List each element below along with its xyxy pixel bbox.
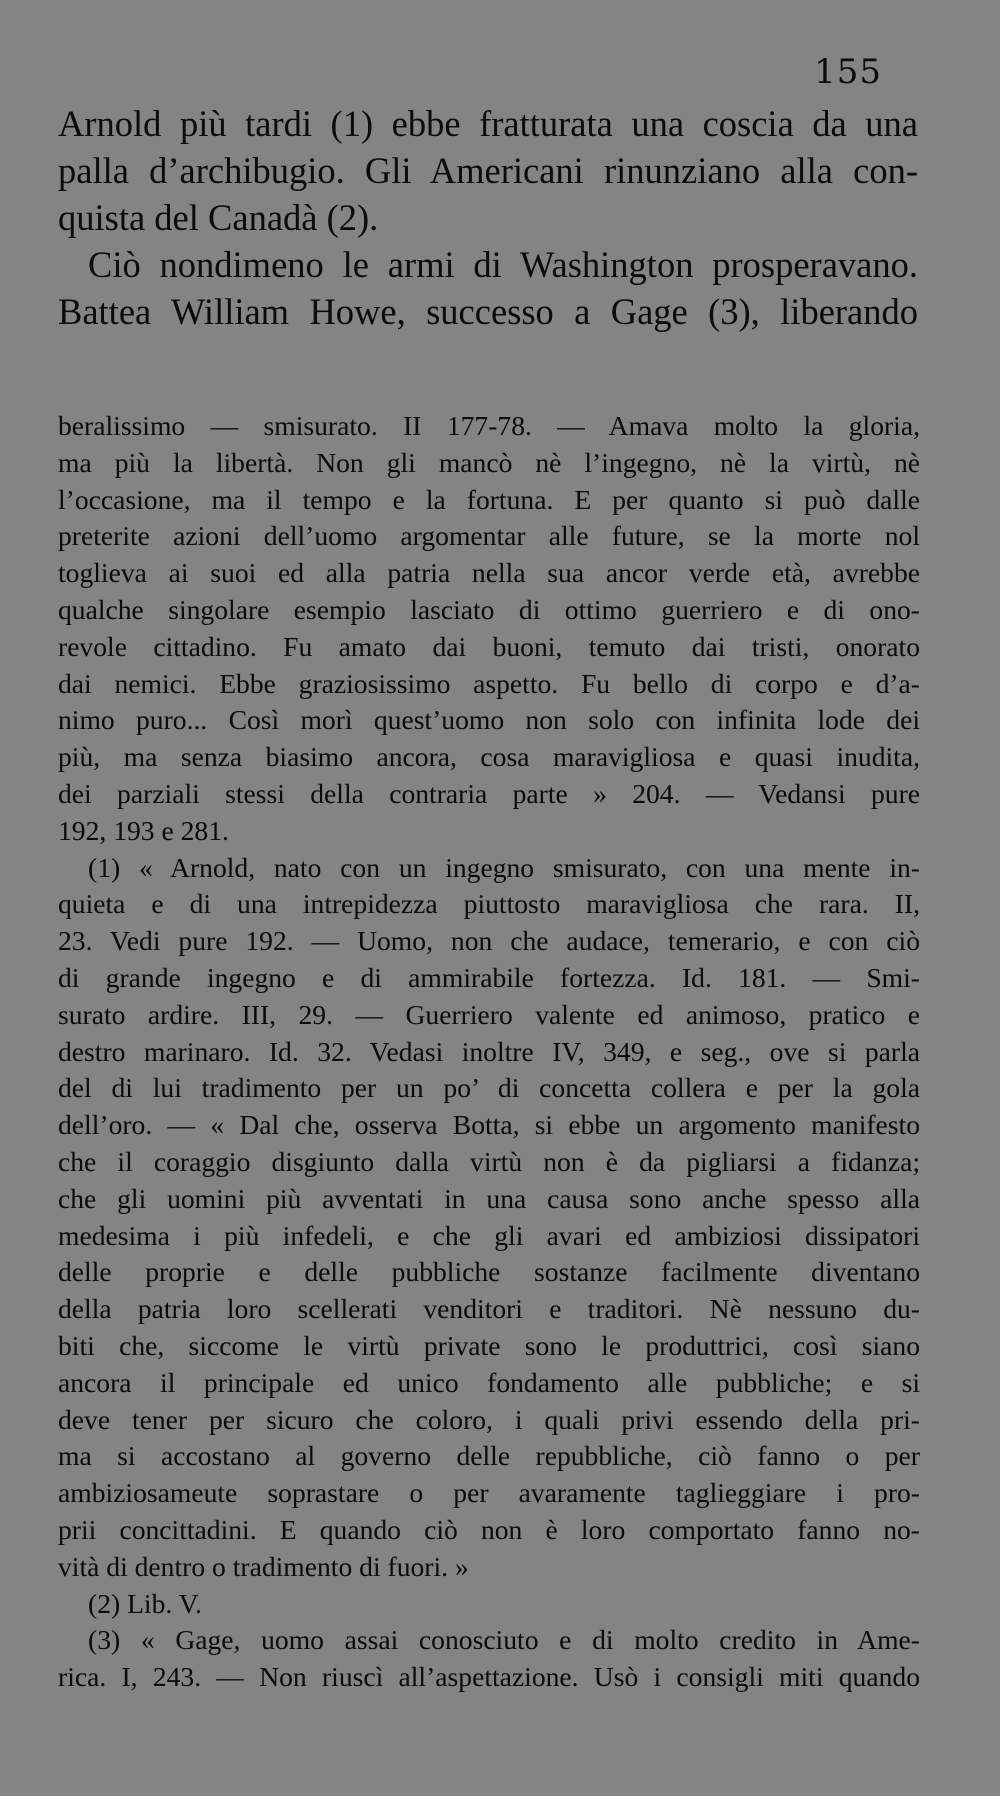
footnote-line: 192, 193 e 281. <box>58 814 229 846</box>
footnote-line: toglieva ai suoi ed alla patria nella sua ancor verde età, avrebbe <box>58 557 920 589</box>
footnote-line: (2) Lib. V. <box>88 1587 202 1619</box>
footnote-line: (1) « Arnold, nato con un ingegno smisurato, con una mente in- <box>88 851 920 883</box>
footnote-line: medesima i più infedeli, e che gli avari ed ambiziosi dissipatori <box>58 1219 920 1251</box>
footnote-line: deve tener per sicuro che coloro, i quali privi essendo della pri- <box>58 1403 920 1435</box>
main-text-line: palla d’archibugio. Gli Americani rinunziano alla con- <box>58 150 918 191</box>
footnote-line: vità di dentro o tradimento di fuori. » <box>58 1550 469 1582</box>
footnote-line: del di lui tradimento per un po’ di concetta collera e per la gola <box>58 1072 920 1104</box>
footnote-line: che gli uomini più avventati in una causa sono anche spesso alla <box>58 1182 920 1214</box>
footnote-line: ancora il principale ed unico fondamento alle pubbliche; e si <box>58 1366 920 1398</box>
footnote-line: più, ma senza biasimo ancora, cosa maravigliosa e quasi inudita, <box>58 741 920 773</box>
main-text <box>58 100 918 335</box>
footnote-line: dei parziali stessi della contraria parte » 204. — Vedansi pure <box>58 777 920 809</box>
footnote-line: revole cittadino. Fu amato dai buoni, temuto dai tristi, onorato <box>58 630 920 662</box>
footnote-line: che il coraggio disgiunto dalla virtù non è da pigliarsi a fidanza; <box>58 1145 920 1177</box>
footnote-line: nimo puro... Così morì quest’uomo non solo con infinita lode dei <box>58 704 920 736</box>
footnote-line: destro marinaro. Id. 32. Vedasi inoltre IV, 349, e seg., ove si parla <box>58 1035 920 1067</box>
footnote-line: surato ardire. III, 29. — Guerriero valente ed animoso, pratico e <box>58 998 920 1030</box>
footnote-line: ma più la libertà. Non gli mancò nè l’ingegno, nè la virtù, nè <box>58 446 920 478</box>
footnote-line: l’occasione, ma il tempo e la fortuna. E per quanto si può dalle <box>58 483 920 515</box>
footnote-line: beralissimo — smisurato. II 177-78. — Amava molto la gloria, <box>58 410 920 441</box>
footnote-line: quieta e di una intrepidezza piuttosto maravigliosa che rara. II, <box>58 888 920 920</box>
footnote-line: biti che, siccome le virtù private sono le produttrici, così siano <box>58 1329 920 1361</box>
footnote-line: preterite azioni dell’uomo argomentar alle future, se la morte nol <box>58 520 920 552</box>
main-text-line: quista del Canadà (2). <box>58 197 379 238</box>
page-number: 155 <box>814 52 882 92</box>
footnote-line: 23. Vedi pure 192. — Uomo, non che audace, temerario, e con ciò <box>58 925 920 957</box>
footnote-line: dell’oro. — « Dal che, osserva Botta, si ebbe un argomento manifesto <box>58 1109 920 1141</box>
footnotes <box>58 408 920 1696</box>
footnote-line: di grande ingegno e di ammirabile fortezza. Id. 181. — Smi- <box>58 961 920 993</box>
footnote-line: qualche singolare esempio lasciato di ottimo guerriero e di ono- <box>58 593 920 625</box>
main-text-line: Battea William Howe, successo a Gage (3), liberando <box>58 291 918 332</box>
footnote-line: ma si accostano al governo delle repubbliche, ciò fanno o per <box>58 1440 920 1472</box>
footnote-line: prii concittadini. E quando ciò non è loro comportato fanno no- <box>58 1513 920 1545</box>
footnote-line: della patria loro scellerati venditori e traditori. Nè nessuno du- <box>58 1293 920 1325</box>
main-text-line: Arnold più tardi (1) ebbe fratturata una coscia da una <box>58 103 918 144</box>
main-text-line: Ciò nondimeno le armi di Washington prosperavano. <box>88 244 918 285</box>
footnote-line: ambiziosameute soprastare o per avaramente taglieggiare i pro- <box>58 1477 920 1509</box>
footnote-line: rica. I, 243. — Non riuscì all’aspettazione. Usò i consigli miti quando <box>58 1661 920 1693</box>
footnote-line: (3) « Gage, uomo assai conosciuto e di molto credito in Ame- <box>88 1624 920 1656</box>
footnote-line: delle proprie e delle pubbliche sostanze facilmente diventano <box>58 1256 920 1288</box>
footnote-line: dai nemici. Ebbe graziosissimo aspetto. Fu bello di corpo e d’a- <box>58 667 920 699</box>
